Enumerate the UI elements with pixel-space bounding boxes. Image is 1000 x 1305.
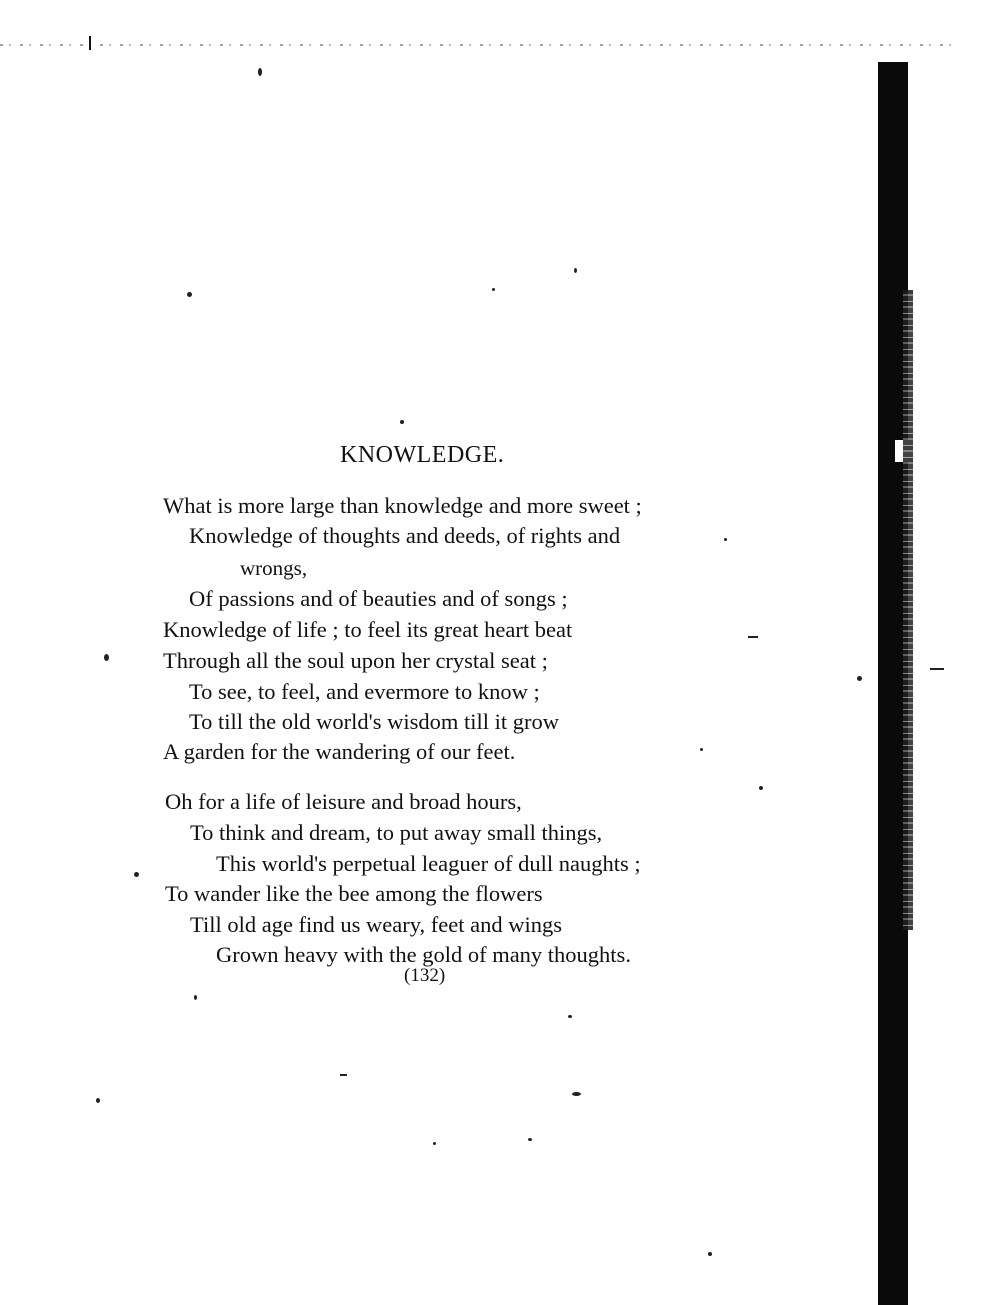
poem-line: Oh for a life of leisure and broad hours, — [165, 789, 522, 814]
scan-speck — [433, 1142, 436, 1145]
page-top-edge — [0, 44, 960, 46]
scan-speck — [572, 1092, 581, 1096]
scan-speck — [258, 68, 262, 76]
poem-line: To wander like the bee among the flowers — [165, 881, 543, 906]
scan-speck — [134, 872, 139, 877]
scan-speck — [400, 420, 404, 424]
page-number: (132) — [404, 965, 446, 986]
poem-line: This world's perpetual leaguer of dull naughts ; — [216, 851, 641, 876]
scan-mark — [89, 36, 91, 50]
poem-line: A garden for the wandering of our feet. — [163, 739, 516, 764]
poem-line: Knowledge of life ; to feel its great heart beat — [163, 617, 573, 642]
scan-speck — [574, 268, 577, 273]
scan-speck — [187, 292, 192, 297]
scan-speck — [492, 288, 495, 291]
scan-speck — [857, 676, 862, 681]
scan-speck — [96, 1098, 100, 1103]
scan-speck — [568, 1015, 572, 1018]
poem-line: To till the old world's wisdom till it grow — [189, 709, 559, 734]
scan-speck — [748, 636, 758, 638]
poem-line: Of passions and of beauties and of songs ; — [189, 586, 568, 611]
scan-speck — [700, 748, 703, 751]
scan-speck — [194, 995, 197, 1000]
scan-speck — [930, 668, 944, 670]
poem-line: What is more large than knowledge and more sweet ; — [163, 493, 642, 518]
poem-line: Knowledge of thoughts and deeds, of rights and — [189, 523, 621, 548]
scan-speck — [724, 538, 727, 541]
poem-line: Till old age find us weary, feet and wings — [190, 912, 563, 937]
poem-line: To think and dream, to put away small things, — [190, 820, 603, 845]
scan-speck — [759, 786, 763, 790]
poem-title: KNOWLEDGE. — [340, 442, 505, 468]
scan-speck — [340, 1074, 347, 1076]
poem-line: wrongs, — [240, 556, 308, 580]
poem-line: Grown heavy with the gold of many thoughts. — [216, 942, 631, 967]
poem-line: To see, to feel, and evermore to know ; — [189, 679, 540, 704]
scan-speck — [528, 1138, 532, 1141]
binding-texture — [903, 290, 913, 930]
scan-speck — [104, 654, 109, 661]
poem-line: Through all the soul upon her crystal seat ; — [163, 648, 548, 673]
scan-speck — [708, 1252, 712, 1256]
